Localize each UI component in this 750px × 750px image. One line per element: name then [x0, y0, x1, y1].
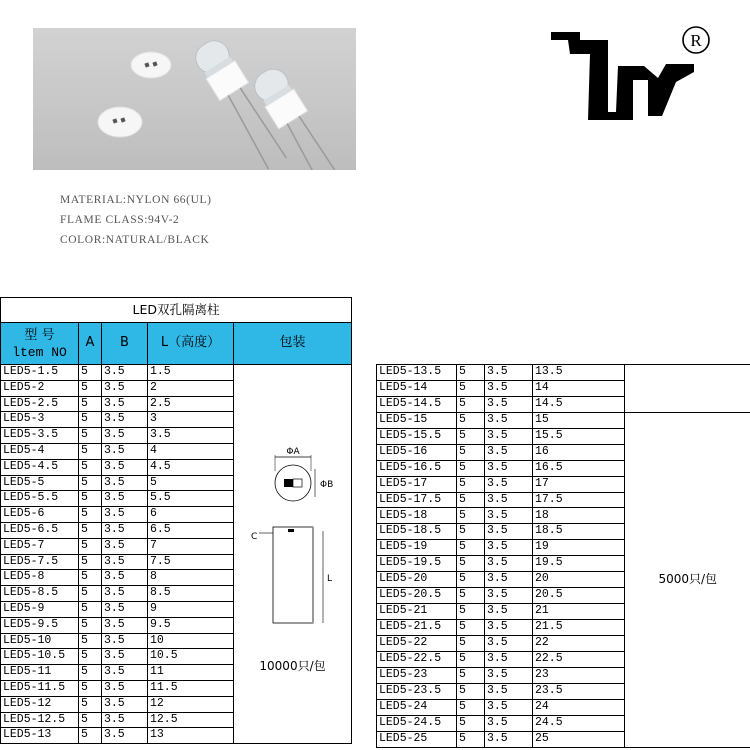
- cell-b: 3.5: [485, 635, 533, 651]
- product-photo: [33, 28, 356, 170]
- cell-b: 3.5: [485, 667, 533, 683]
- cell-a: 5: [79, 475, 102, 491]
- cell-l: 22.5: [533, 651, 625, 667]
- cell-a: 5: [457, 572, 485, 588]
- cell-l: 1.5: [148, 365, 234, 381]
- cell-l: 23: [533, 667, 625, 683]
- cell-l: 13.5: [533, 365, 625, 381]
- cell-model: LED5-25: [377, 731, 457, 747]
- cell-model: LED5-6.5: [1, 522, 79, 538]
- cell-b: 3.5: [485, 620, 533, 636]
- cell-l: 3: [148, 412, 234, 428]
- cell-model: LED5-24: [377, 699, 457, 715]
- cell-a: 5: [79, 617, 102, 633]
- cell-l: 14.5: [533, 396, 625, 412]
- cell-l: 2: [148, 380, 234, 396]
- cell-b: 3.5: [102, 554, 148, 570]
- cell-model: LED5-23.5: [377, 683, 457, 699]
- cell-l: 18.5: [533, 524, 625, 540]
- cell-b: 3.5: [485, 380, 533, 396]
- cell-b: 3.5: [102, 538, 148, 554]
- cell-b: 3.5: [485, 572, 533, 588]
- label-phi-b: ΦB: [319, 479, 333, 490]
- cell-a: 5: [79, 601, 102, 617]
- logo-mark-icon: [548, 20, 718, 130]
- cell-a: 5: [79, 665, 102, 681]
- cell-a: 5: [457, 635, 485, 651]
- cell-a: 5: [79, 522, 102, 538]
- cell-b: 3.5: [485, 683, 533, 699]
- cell-b: 3.5: [102, 696, 148, 712]
- cell-model: LED5-14.5: [377, 396, 457, 412]
- label-phi-a: ΦA: [285, 446, 300, 457]
- cell-l: 21.5: [533, 620, 625, 636]
- pack-cell-blank: [625, 365, 750, 413]
- cell-l: 2.5: [148, 396, 234, 412]
- cell-a: 5: [79, 570, 102, 586]
- cell-a: 5: [79, 412, 102, 428]
- cell-b: 3.5: [485, 460, 533, 476]
- cell-l: 8: [148, 570, 234, 586]
- table-title: LED双孔隔离柱: [1, 298, 352, 323]
- cell-a: 5: [457, 731, 485, 747]
- cell-a: 5: [79, 712, 102, 728]
- cell-b: 3.5: [485, 524, 533, 540]
- cell-a: 5: [79, 380, 102, 396]
- cell-l: 3.5: [148, 428, 234, 444]
- cell-b: 3.5: [485, 588, 533, 604]
- cell-b: 3.5: [102, 586, 148, 602]
- cell-model: LED5-13.5: [377, 365, 457, 381]
- cell-b: 3.5: [485, 556, 533, 572]
- cell-l: 23.5: [533, 683, 625, 699]
- cell-l: 11.5: [148, 680, 234, 696]
- cell-b: 3.5: [102, 617, 148, 633]
- cell-b: 3.5: [485, 476, 533, 492]
- cell-b: 3.5: [102, 491, 148, 507]
- cell-l: 10: [148, 633, 234, 649]
- cell-l: 20.5: [533, 588, 625, 604]
- cell-b: 3.5: [485, 651, 533, 667]
- cell-model: LED5-19: [377, 540, 457, 556]
- cell-a: 5: [79, 365, 102, 381]
- cell-model: LED5-22: [377, 635, 457, 651]
- cell-a: 5: [457, 508, 485, 524]
- cell-b: 3.5: [102, 475, 148, 491]
- cell-b: 3.5: [102, 680, 148, 696]
- cell-l: 11: [148, 665, 234, 681]
- cell-a: 5: [457, 460, 485, 476]
- cell-model: LED5-4: [1, 443, 79, 459]
- cell-model: LED5-22.5: [377, 651, 457, 667]
- table-row: [377, 365, 750, 381]
- pack-qty-left: 10000只/包: [259, 658, 326, 673]
- cell-model: LED5-16: [377, 444, 457, 460]
- cell-a: 5: [457, 715, 485, 731]
- cell-b: 3.5: [485, 508, 533, 524]
- cell-model: LED5-13: [1, 728, 79, 744]
- cell-l: 20: [533, 572, 625, 588]
- cell-b: 3.5: [102, 665, 148, 681]
- cell-a: 5: [79, 538, 102, 554]
- cell-model: LED5-7.5: [1, 554, 79, 570]
- cell-model: LED5-10.5: [1, 649, 79, 665]
- cell-l: 15: [533, 412, 625, 428]
- cell-l: 7: [148, 538, 234, 554]
- cell-a: 5: [79, 428, 102, 444]
- cell-model: LED5-17.5: [377, 492, 457, 508]
- cell-a: 5: [457, 476, 485, 492]
- cell-a: 5: [79, 728, 102, 744]
- cell-model: LED5-12.5: [1, 712, 79, 728]
- cell-model: LED5-9.5: [1, 617, 79, 633]
- cell-b: 3.5: [485, 444, 533, 460]
- cell-l: 18: [533, 508, 625, 524]
- cell-a: 5: [457, 604, 485, 620]
- cell-b: 3.5: [485, 428, 533, 444]
- cell-b: 3.5: [102, 507, 148, 523]
- cell-b: 3.5: [102, 459, 148, 475]
- cell-l: 5.5: [148, 491, 234, 507]
- cell-b: 3.5: [102, 728, 148, 744]
- header-b: B: [102, 323, 148, 365]
- cell-b: 3.5: [485, 412, 533, 428]
- cell-l: 17: [533, 476, 625, 492]
- cell-b: 3.5: [102, 712, 148, 728]
- cell-l: 5: [148, 475, 234, 491]
- cell-model: LED5-19.5: [377, 556, 457, 572]
- cell-model: LED5-17: [377, 476, 457, 492]
- cell-model: LED5-8.5: [1, 586, 79, 602]
- cell-model: LED5-11: [1, 665, 79, 681]
- cell-model: LED5-12: [1, 696, 79, 712]
- cell-model: LED5-18.5: [377, 524, 457, 540]
- spec-material: MATERIAL:NYLON 66(UL): [60, 194, 212, 206]
- cell-l: 7.5: [148, 554, 234, 570]
- cell-a: 5: [79, 443, 102, 459]
- cell-l: 6: [148, 507, 234, 523]
- cell-a: 5: [457, 683, 485, 699]
- header-l: L（高度）: [148, 323, 234, 365]
- cell-model: LED5-11.5: [1, 680, 79, 696]
- cell-model: LED5-4.5: [1, 459, 79, 475]
- cell-model: LED5-9: [1, 601, 79, 617]
- cell-a: 5: [79, 649, 102, 665]
- cell-b: 3.5: [485, 604, 533, 620]
- cell-a: 5: [457, 492, 485, 508]
- cell-l: 19: [533, 540, 625, 556]
- cell-model: LED5-18: [377, 508, 457, 524]
- cell-l: 6.5: [148, 522, 234, 538]
- cell-b: 3.5: [102, 396, 148, 412]
- cell-a: 5: [457, 667, 485, 683]
- cell-model: LED5-2: [1, 380, 79, 396]
- cell-b: 3.5: [102, 428, 148, 444]
- cell-b: 3.5: [485, 715, 533, 731]
- header-model-en: ltem NO: [12, 344, 67, 360]
- cell-model: LED5-15.5: [377, 428, 457, 444]
- spacer-illustration: [33, 28, 356, 170]
- table-row: [1, 365, 352, 381]
- cell-b: 3.5: [485, 365, 533, 381]
- cell-b: 3.5: [485, 699, 533, 715]
- cell-b: 3.5: [102, 633, 148, 649]
- label-c: C: [250, 531, 257, 542]
- cell-model: LED5-20.5: [377, 588, 457, 604]
- header-pack: 包装: [234, 323, 352, 365]
- cell-l: 12: [148, 696, 234, 712]
- cell-l: 16: [533, 444, 625, 460]
- cell-l: 25: [533, 731, 625, 747]
- cell-a: 5: [457, 428, 485, 444]
- cell-a: 5: [79, 459, 102, 475]
- cell-b: 3.5: [102, 570, 148, 586]
- cell-a: 5: [457, 620, 485, 636]
- cell-model: LED5-1.5: [1, 365, 79, 381]
- cell-b: 3.5: [485, 540, 533, 556]
- cell-a: 5: [457, 396, 485, 412]
- cell-a: 5: [79, 696, 102, 712]
- cell-l: 22: [533, 635, 625, 651]
- cell-b: 3.5: [485, 396, 533, 412]
- cell-a: 5: [79, 586, 102, 602]
- cell-model: LED5-7: [1, 538, 79, 554]
- cell-model: LED5-6: [1, 507, 79, 523]
- label-l: L: [326, 573, 332, 584]
- cell-l: 19.5: [533, 556, 625, 572]
- cell-a: 5: [79, 633, 102, 649]
- cell-a: 5: [79, 396, 102, 412]
- cell-model: LED5-20: [377, 572, 457, 588]
- spec-color: COLOR:NATURAL/BLACK: [60, 234, 210, 246]
- cell-model: LED5-24.5: [377, 715, 457, 731]
- cell-model: LED5-10: [1, 633, 79, 649]
- cell-model: LED5-14: [377, 380, 457, 396]
- cell-a: 5: [457, 651, 485, 667]
- table-row: [377, 412, 750, 428]
- cell-model: LED5-3.5: [1, 428, 79, 444]
- cell-a: 5: [79, 680, 102, 696]
- cell-l: 12.5: [148, 712, 234, 728]
- dimension-diagram: [243, 441, 343, 641]
- cell-model: LED5-15: [377, 412, 457, 428]
- cell-a: 5: [79, 507, 102, 523]
- cell-a: 5: [457, 540, 485, 556]
- cell-b: 3.5: [102, 412, 148, 428]
- cell-a: 5: [457, 588, 485, 604]
- cell-a: 5: [457, 556, 485, 572]
- cell-l: 14: [533, 380, 625, 396]
- cell-l: 16.5: [533, 460, 625, 476]
- header-a: A: [79, 323, 102, 365]
- cell-l: 8.5: [148, 586, 234, 602]
- pack-cell-left: [234, 365, 352, 744]
- cell-l: 4: [148, 443, 234, 459]
- cell-model: LED5-5.5: [1, 491, 79, 507]
- cell-l: 9: [148, 601, 234, 617]
- cell-l: 10.5: [148, 649, 234, 665]
- cell-b: 3.5: [102, 649, 148, 665]
- cell-l: 9.5: [148, 617, 234, 633]
- cell-model: LED5-3: [1, 412, 79, 428]
- cell-l: 13: [148, 728, 234, 744]
- cell-b: 3.5: [102, 365, 148, 381]
- cell-model: LED5-21: [377, 604, 457, 620]
- spec-flame-class: FLAME CLASS:94V-2: [60, 214, 180, 226]
- cell-model: LED5-2.5: [1, 396, 79, 412]
- cell-b: 3.5: [102, 522, 148, 538]
- cell-a: 5: [79, 491, 102, 507]
- cell-model: LED5-21.5: [377, 620, 457, 636]
- cell-b: 3.5: [485, 731, 533, 747]
- header-model-cn: 型 号: [24, 327, 55, 343]
- cell-a: 5: [457, 699, 485, 715]
- cell-model: LED5-5: [1, 475, 79, 491]
- cell-l: 24.5: [533, 715, 625, 731]
- cell-b: 3.5: [102, 601, 148, 617]
- cell-l: 24: [533, 699, 625, 715]
- cell-l: 21: [533, 604, 625, 620]
- header-model: [1, 323, 79, 365]
- cell-b: 3.5: [102, 380, 148, 396]
- cell-a: 5: [457, 524, 485, 540]
- cell-a: 5: [79, 554, 102, 570]
- pack-qty-right: 5000只/包: [625, 412, 750, 747]
- cell-l: 17.5: [533, 492, 625, 508]
- cell-a: 5: [457, 380, 485, 396]
- cell-a: 5: [457, 444, 485, 460]
- spacer-table-left: [0, 297, 352, 744]
- cell-l: 4.5: [148, 459, 234, 475]
- cell-a: 5: [457, 365, 485, 381]
- cell-a: 5: [457, 412, 485, 428]
- cell-b: 3.5: [102, 443, 148, 459]
- cell-b: 3.5: [485, 492, 533, 508]
- spacer-table-right: [376, 364, 750, 748]
- cell-l: 15.5: [533, 428, 625, 444]
- cell-model: LED5-8: [1, 570, 79, 586]
- brand-logo: [548, 20, 718, 130]
- cell-model: LED5-23: [377, 667, 457, 683]
- cell-model: LED5-16.5: [377, 460, 457, 476]
- registered-mark: R: [690, 31, 702, 50]
